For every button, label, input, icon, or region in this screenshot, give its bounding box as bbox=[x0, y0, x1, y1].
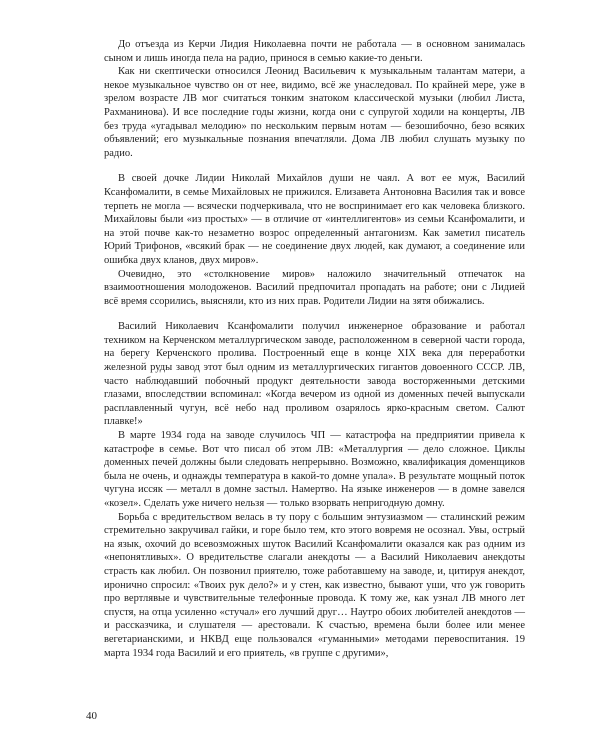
paragraph: В своей дочке Лидии Николай Михайлов души не чаял. А вот ее муж, Василий Ксанфомалити, в семье Михайловых не прижился. Елизавета Антоновна Василия так и вовсе терпеть не могла — всячески подчеркивала, что не воспринимает его как человека близкого. Михайловы были «из простых» — в отличие от «интеллигентов» из семьи Ксанфомалити, и на этой почве как-то незаметно возрос определенный антагонизм. Как заметил писатель Юрий Трифонов, «всякий брак — не соединение двух людей, как думают, а соединение или ошибка двух кланов, двух миров». bbox=[104, 173, 525, 266]
section-gap bbox=[104, 308, 525, 320]
page-text bbox=[104, 38, 525, 660]
page-number: 40 bbox=[86, 710, 97, 722]
section-2 bbox=[104, 172, 525, 308]
paragraph: Борьба с вредительством велась в ту пору с большим энтузиазмом — сталинский режим стремительно закручивал гайки, и горе было тем, кто этого вовремя не осознал. Увы, острый на язык, охочий до всевозможных шуток Василий Ксанфомалити оказался как раз одним из «непонятливых». О вредительстве слагали анекдоты — а Василий Николаевич анекдоты страсть как любил. Он позвонил приятелю, тоже работавшему на заводе, и, цитируя анекдот, иронично спросил: «Твоих рук дело?» и у стен, как известно, бывают уши, что уж говорить про вертлявые и чувствительные телефонные провода. К тому же, как узнал ЛВ много лет спустя, на отца усиленно «стучал» его лучший друг… Наутро обоих любителей анекдотов — и рассказчика, и слушателя — арестовали. К счастью, времена были более или менее вегетарианскими, и НКВД еще пользовался «гуманными» методами перевоспитания. 19 марта 1934 года Василий и его приятель, «в группе с другими», bbox=[104, 511, 525, 659]
paragraph: Василий Николаевич Ксанфомалити получил инженерное образование и работал техником на Керченском металлургическом заводе, расположенном в северной части города, на берегу Керченского пролива. Построенный еще в конце XIX века для переработки железной руды завод этот был одним из металлургических гигантов довоенного СССР. ЛВ, часто наблюдавший побочный продукт деятельности завода восторженными детскими глазами, впоследствии вспоминал: «Когда вечером из одной из доменных печей выпускали расплавленный чугун, всё небо над проливом озарялось ярко-красным светом. Салют плавке!» bbox=[104, 321, 525, 428]
section-1 bbox=[104, 38, 525, 160]
section-gap bbox=[104, 160, 525, 172]
paragraph: До отъезда из Керчи Лидия Николаевна почти не работала — в основном занималась сыном и лишь иногда пела на радио, принося в семью какие-то деньги. bbox=[104, 39, 525, 64]
paragraph: Как ни скептически относился Леонид Васильевич к музыкальным талантам матери, а некое музыкальное чувство он от нее, видимо, всё же унаследовал. По крайней мере, уже в зрелом возрасте ЛВ мог считаться тонким знатоком классической музыки (любил Листа, Рахманинова). И все последние годы жизни, когда они с супругой ходили на концерты, ЛВ без труда «угадывал мелодию» по нескольким первым нотам — безошибочно, безо всяких объявлений; его музыкальные познания впечатляли. Дома ЛВ любил слушать музыку по радио. bbox=[104, 66, 525, 159]
paragraph: В марте 1934 года на заводе случилось ЧП — катастрофа на предприятии привела к катастрофе в семье. Вот что писал об этом ЛВ: «Металлургия — дело сложное. Циклы доменных печей должны были следовать непрерывно. Возможно, квалификация доменщиков была не очень, и однажды температура в какой-то домне упала». В результате мощный поток чугуна иссяк — металл в домне застыл. Намертво. На языке инженеров — в домне завелся «козел». Сделать уже ничего нельзя — только взорвать непригодную домну. bbox=[104, 430, 525, 509]
paragraph: Очевидно, это «столкновение миров» наложило значительный отпечаток на взаимоотношения молодоженов. Василий предпочитал пропадать на работе; они с Лидией всё время ссорились, выясняли, кто из них прав. Родители Лидии на зятя обижались. bbox=[104, 268, 525, 307]
section-3 bbox=[104, 320, 525, 660]
